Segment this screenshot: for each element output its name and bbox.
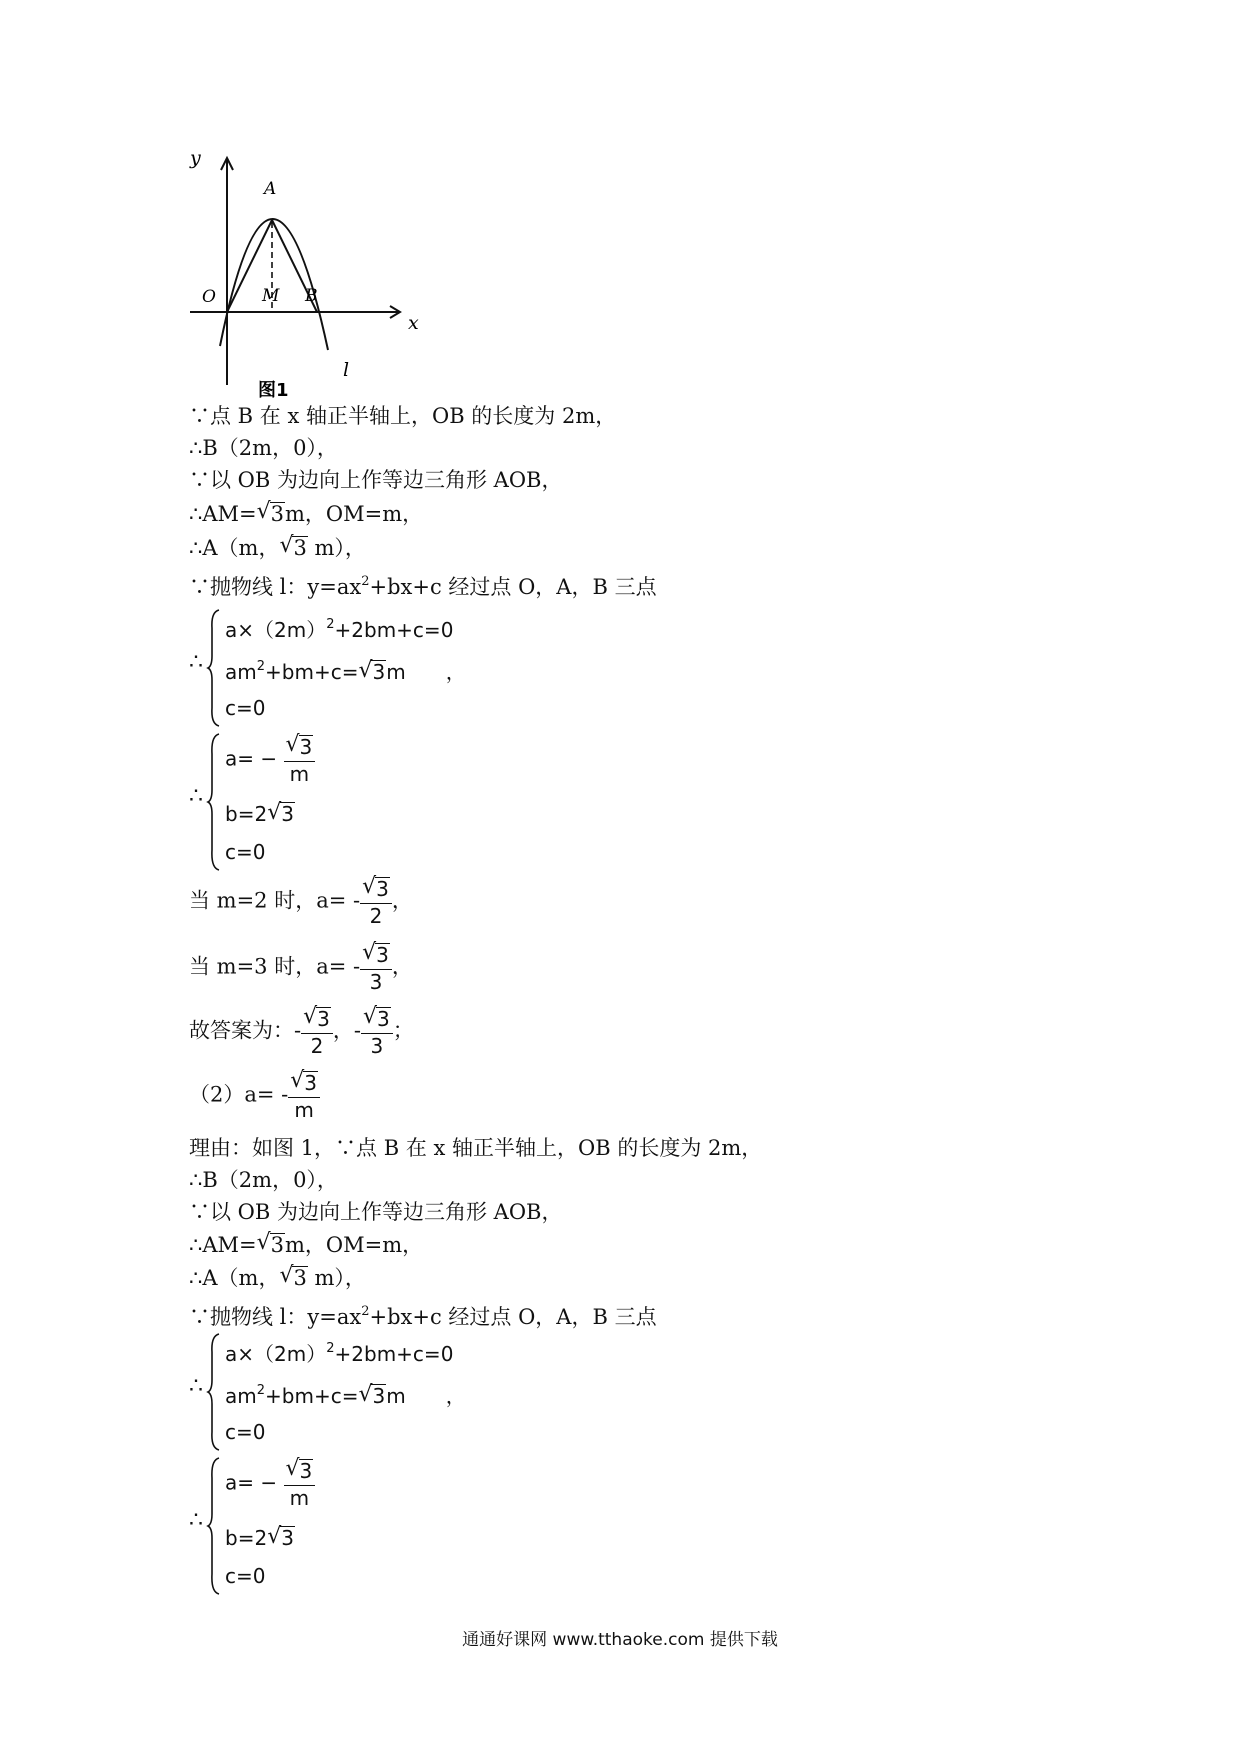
figure-caption: 图1 <box>258 380 289 401</box>
answer-line: 故答案为：- √ 3 2 ，- √ 3 3 ； <box>189 1004 414 1058</box>
p2-line6: ∵抛物线 l：$y=ax^2+bx+c$ 经过点 O，A，B 三点 <box>189 1304 657 1329</box>
p1-line1: ∵点 B 在 x 轴正半轴上，OB 的长度为 2m， <box>189 404 617 428</box>
m2-line: 当 m=2 时，a= - √ 3 2 ， <box>189 874 413 928</box>
label-M: M <box>262 286 280 306</box>
p2-line4: ∴AM= √ 3m，OM=m， <box>189 1230 424 1257</box>
p1-equation-system: ∴ $a\times(2m)^2+2bm+c=0$ $am^2+bm+c=$ √ 3m ， c=0 <box>189 608 489 728</box>
p2-line5: ∴A（m， √ 3 m）， <box>189 1263 366 1290</box>
m3-line: 当 m=3 时，a= - √ 3 3 ， <box>189 940 413 994</box>
parabola-figure <box>190 147 430 401</box>
left-brace-icon <box>207 1332 221 1452</box>
left-brace-icon <box>207 732 221 872</box>
label-A: A <box>264 179 277 199</box>
p1-line4: ∴AM= √ 3m，OM=m， <box>189 499 424 526</box>
p1-line6: ∵抛物线 l：$y=ax^2+bx+c$ 经过点 O，A，B 三点 <box>189 574 657 599</box>
parabola-l <box>220 219 328 350</box>
p2-heading: （2）a= - √ 3 m <box>189 1070 320 1122</box>
p1-line5: ∴A（m， √ 3 m）， <box>189 533 366 560</box>
p2-solution-system: ∴ a= − √ 3 m b=2 √ 3 c=0 <box>189 1456 389 1596</box>
label-l: l <box>343 359 350 381</box>
p2-line2: ∴B（2m，0）， <box>189 1168 338 1192</box>
p1-line3: ∵以 OB 为边向上作等边三角形 AOB， <box>189 468 563 492</box>
p2-line3: ∵以 OB 为边向上作等边三角形 AOB， <box>189 1200 563 1224</box>
left-brace-icon <box>207 608 221 728</box>
label-x: x <box>408 312 419 334</box>
sqrt-sign: √ 3 <box>256 499 284 526</box>
left-brace-icon <box>207 1456 221 1596</box>
label-B: B <box>305 286 318 306</box>
p2-line1: 理由：如图 1，∵点 B 在 x 轴正半轴上，OB 的长度为 2m， <box>189 1136 763 1160</box>
p1-line2: ∴B（2m，0）， <box>189 436 338 460</box>
p2-equation-system: ∴ $a\times(2m)^2+2bm+c=0$ $am^2+bm+c=$ √ 3m ， c=0 <box>189 1332 489 1452</box>
sqrt-sign: √ 3 <box>279 533 307 560</box>
footer-credit: 通通好课网 www.tthaoke.com 提供下载 <box>462 1630 778 1650</box>
label-y: y <box>190 147 201 169</box>
p1-solution-system: ∴ a= − √ 3 m b=2 √ 3 c=0 <box>189 732 389 872</box>
label-O: O <box>202 287 216 307</box>
